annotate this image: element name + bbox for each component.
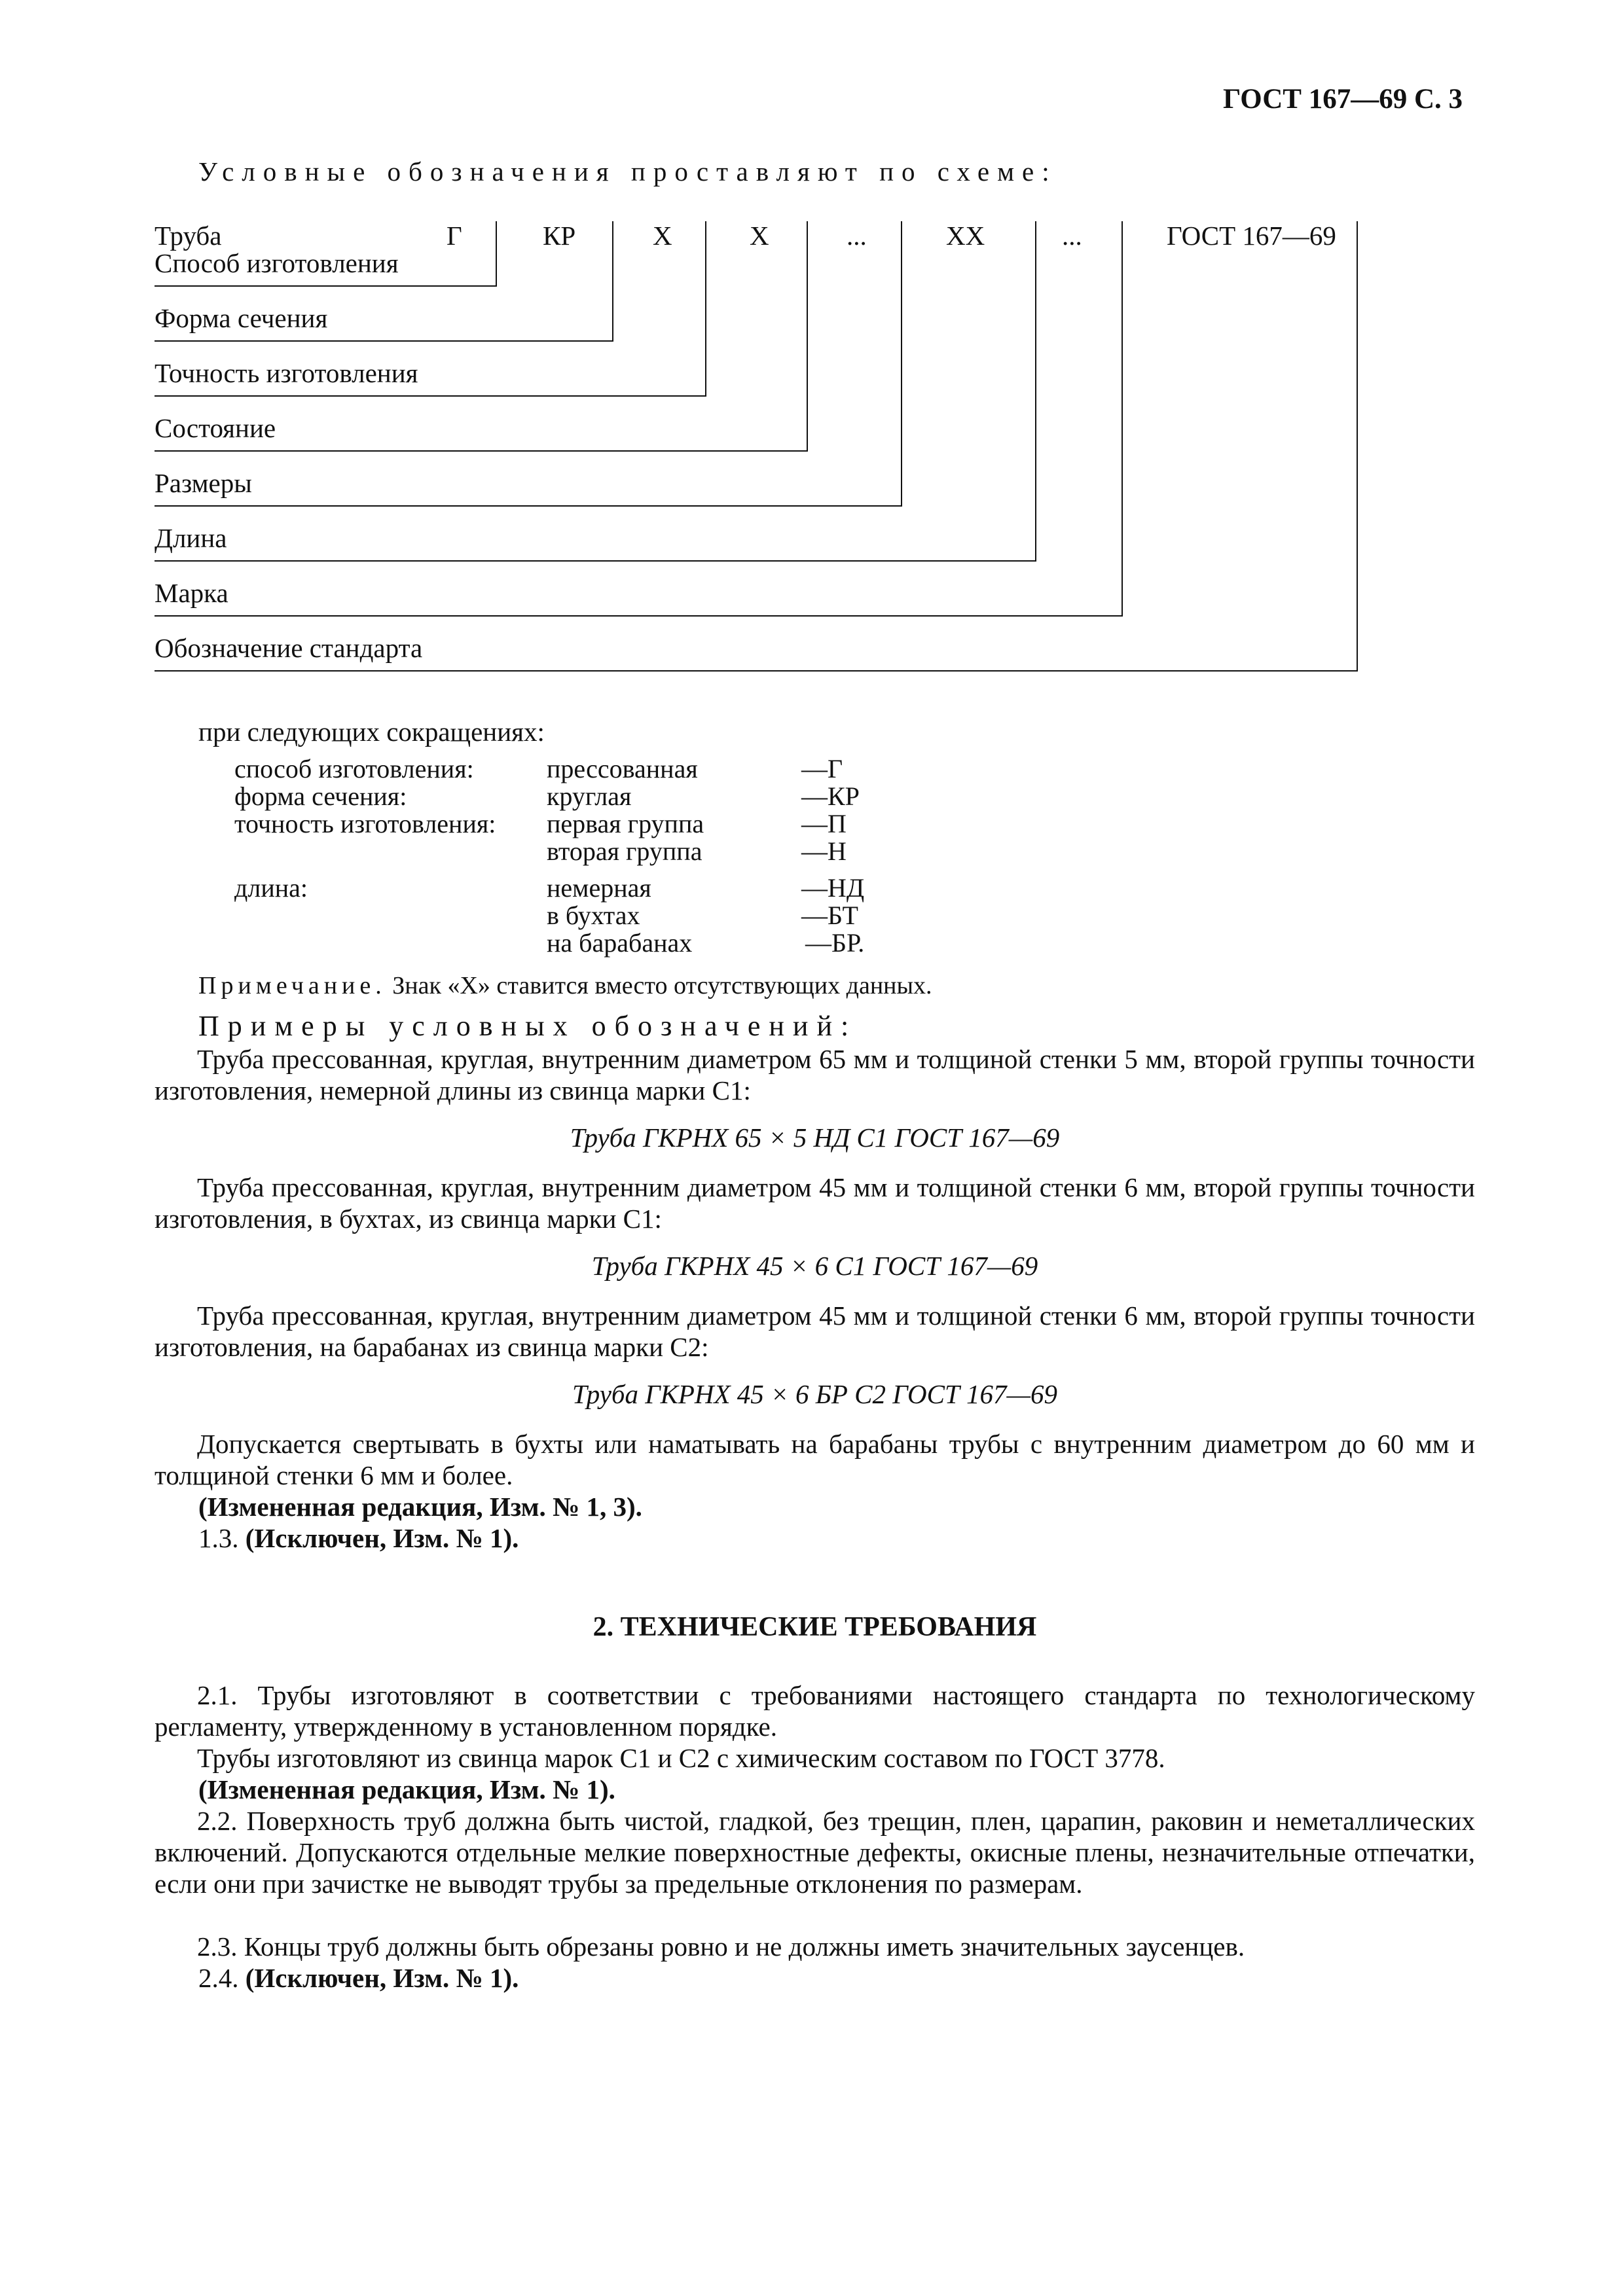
item-1-3-num: 1.3. [198,1523,239,1553]
scheme-code-x2: Х [750,221,769,251]
scheme-code-kr: КР [543,221,576,251]
scheme-code-g: Г [447,221,462,251]
allowance-text: Допускается свертывать в бухты или наматывать на барабаны трубы с внутренним диаметром до 60 мм и толщиной стенки 6 мм и более. [155,1429,1475,1490]
scheme-vline-7 [1122,221,1123,617]
abbr-name: прессованная [547,754,698,783]
example-3-text: Труба прессованная, круглая, внутренним диаметром 45 мм и толщиной стенки 6 мм, второй группы точности изготовления, на барабанах из свинца марки С2: [155,1300,1475,1362]
scheme-hline-7 [155,615,1123,617]
example-3-designation: Труба ГКРНХ 45 × 6 БР С2 ГОСТ 167—69 [572,1379,1058,1409]
scheme-hline-1 [155,285,497,287]
scheme-hline-8 [155,670,1358,672]
abbr-code: —Г [801,754,843,783]
abbr-category: форма сечения: [234,781,407,811]
abbr-name: на барабанах [547,928,693,958]
scheme-vline-3 [705,221,706,397]
scheme-label-accuracy: Точность изготовления [155,358,418,388]
scheme-hline-5 [155,505,902,507]
item-2-4-text: (Исключен, Изм. № 1). [245,1963,519,1993]
abbr-code: —НД [801,873,865,903]
abbr-category: длина: [234,873,308,903]
note-text: Знак «Х» ставится вместо отсутствующих данных. [386,972,932,999]
item-1-3-text: (Исключен, Изм. № 1). [245,1523,519,1553]
abbr-category: точность изготовления: [234,809,496,838]
section-2-title: 2. ТЕХНИЧЕСКИЕ ТРЕБОВАНИЯ [593,1612,1037,1642]
para-2-1: 2.1. Трубы изготовляют в соответствии с требованиями настоящего стандарта по технологическому регламенту, утвержденному в установленном порядке. [155,1680,1475,1742]
abbr-code: —КР [801,781,860,811]
scheme-vline-2 [612,221,613,342]
scheme-code-truba: Труба [155,221,222,251]
scheme-label-length: Длина [155,523,227,553]
abbr-name: немерная [547,873,651,903]
scheme-code-xx: ХХ [946,221,985,251]
scheme-label-shape: Форма сечения [155,303,328,333]
page-header: ГОСТ 167—69 С. 3 [1223,84,1463,115]
abbr-code: —БР. [805,928,865,958]
abbr-name: вторая группа [547,836,702,866]
scheme-vline-5 [901,221,902,507]
scheme-code-dots1: ... [847,221,867,251]
abbr-name: первая группа [547,809,704,838]
scheme-code-x1: Х [653,221,672,251]
scheme-vline-4 [807,221,808,452]
scheme-intro: Условные обозначения проставляют по схеме: [198,156,1057,187]
allowance-revision: (Измененная редакция, Изм. № 1, 3). [198,1492,642,1522]
abbr-code: —БТ [801,901,858,930]
example-2-designation: Труба ГКРНХ 45 × 6 С1 ГОСТ 167—69 [591,1251,1038,1281]
abbr-intro: при следующих сокращениях: [198,717,545,747]
scheme-hline-2 [155,340,613,342]
scheme-label-sizes: Размеры [155,468,252,498]
para-2-1b: Трубы изготовляют из свинца марок С1 и С2 с химическим составом по ГОСТ 3778. [197,1743,1165,1773]
example-1-text: Труба прессованная, круглая, внутренним диаметром 65 мм и толщиной стенки 5 мм, второй группы точности изготовления, немерной длины из свинца марки С1: [155,1044,1475,1105]
item-2-4-num: 2.4. [198,1963,239,1993]
scheme-label-standard: Обозначение стандарта [155,633,423,663]
scheme-label-state: Состояние [155,413,276,443]
example-2-text: Труба прессованная, круглая, внутренним диаметром 45 мм и толщиной стенки 6 мм, второй группы точности изготовления, в бухтах, из свинца марки С1: [155,1172,1475,1234]
abbr-name: в бухтах [547,901,640,930]
example-1-designation: Труба ГКРНХ 65 × 5 НД С1 ГОСТ 167—69 [570,1122,1060,1153]
para-2-3: 2.3. Концы труб должны быть обрезаны ровно и не должны иметь значительных заусенцев. [197,1931,1245,1962]
item-2-4 [198,1962,519,1994]
para-2-1-revision: (Измененная редакция, Изм. № 1). [198,1774,615,1804]
scheme-vline-1 [496,221,497,287]
scheme-vline-6 [1035,221,1036,562]
scheme-label-grade: Марка [155,578,228,608]
scheme-hline-6 [155,560,1036,562]
examples-heading: Примеры условных обозначений: [198,1010,858,1042]
abbr-code: —П [801,809,847,838]
scheme-label-method: Способ изготовления [155,248,399,278]
item-1-3 [198,1522,519,1554]
scheme-vline-8 [1357,221,1358,672]
note-label: Примечание. [198,972,386,999]
scheme-hline-4 [155,450,808,452]
abbr-code: —Н [801,836,847,866]
scheme-code-dots2: ... [1062,221,1082,251]
para-2-2: 2.2. Поверхность труб должна быть чистой, гладкой, без трещин, плен, царапин, раковин и неметаллических включений. Допускаются отдельные мелкие поверхностные дефекты, окисные плены, незначительные отпечатки, если они при зачистке не выводят трубы за предельные отклонения по размерам. [155,1806,1475,1899]
abbr-name: круглая [547,781,632,811]
note [198,970,932,1001]
scheme-hline-3 [155,395,706,397]
scheme-code-gost: ГОСТ 167—69 [1167,221,1336,251]
abbr-category: способ изготовления: [234,754,474,783]
